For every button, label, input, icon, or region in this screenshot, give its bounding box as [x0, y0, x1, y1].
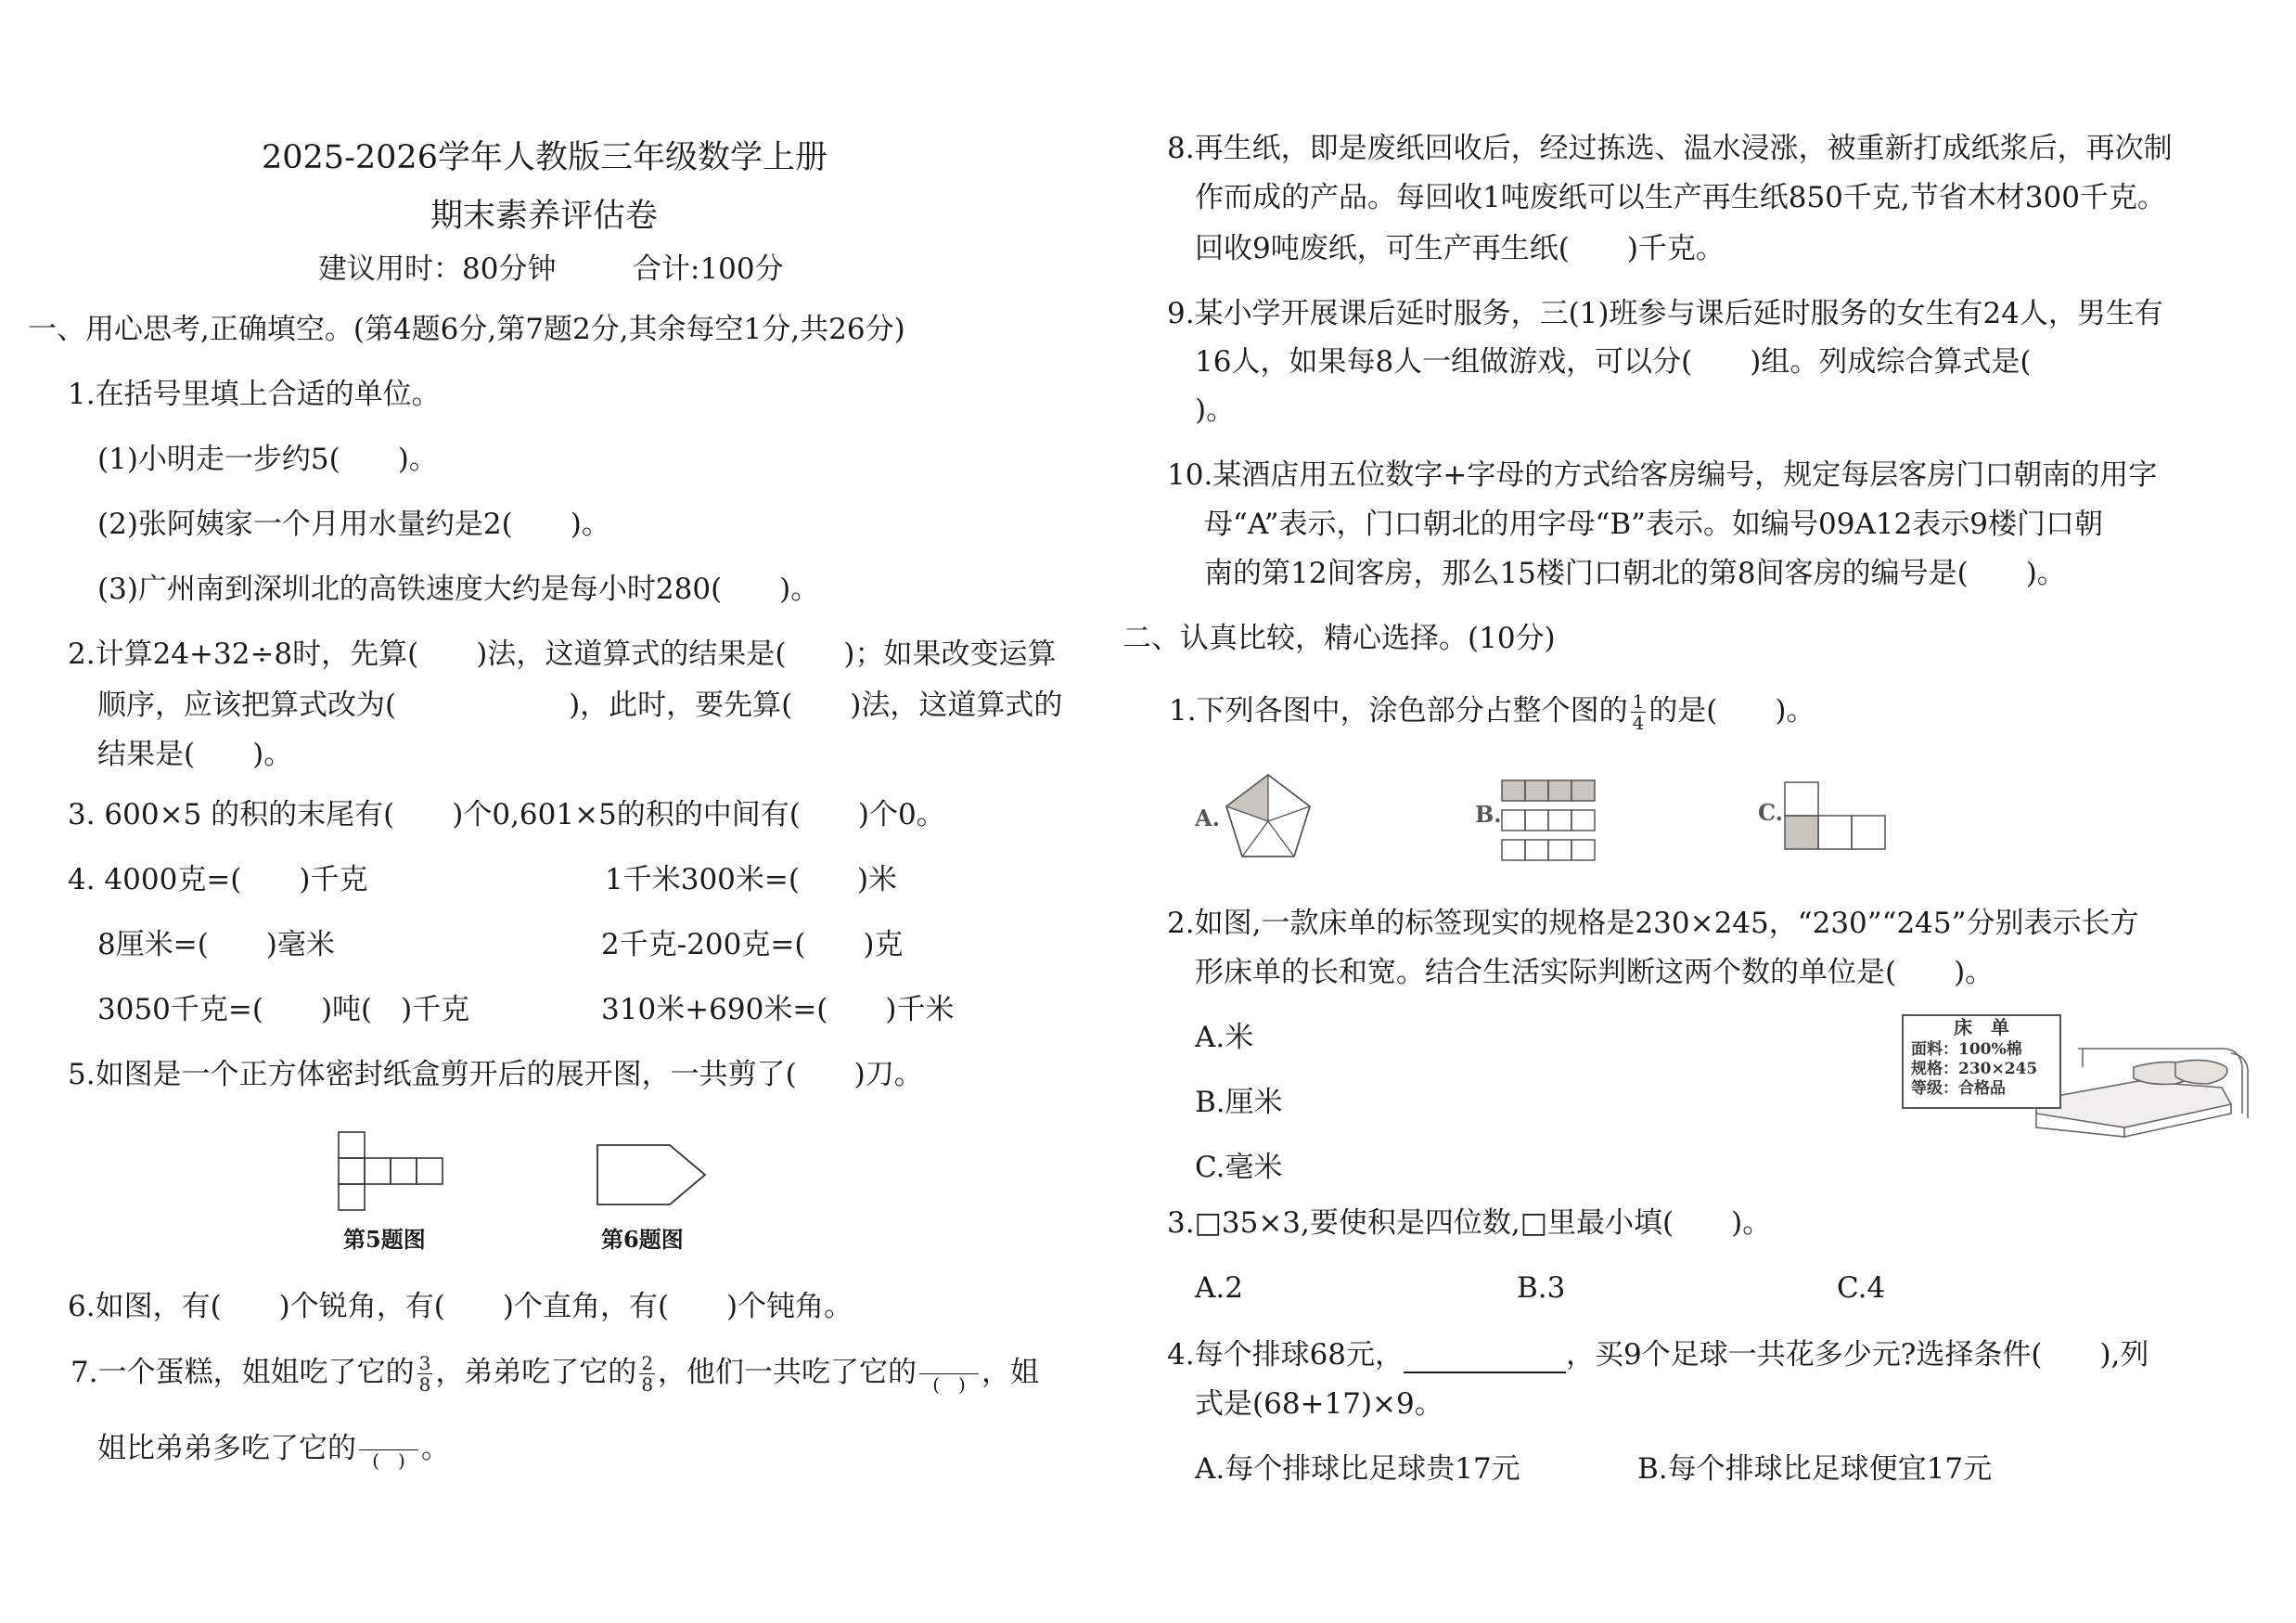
- s2-q1-stem: [1169, 691, 1815, 733]
- q9-line1: 9.某小学开展课后延时服务，三(1)班参与课后延时服务的女生有24人，男生有: [1167, 297, 2163, 330]
- q9-line2: 16人，如果每8人一组做游戏，可以分( )组。列成综合算式是(: [1195, 345, 2032, 379]
- s2-q2-option-a: A.米: [1195, 1021, 1254, 1054]
- grid-figure: [1501, 779, 1596, 863]
- s2-q4-line1: [1167, 1336, 2148, 1373]
- q8-line2: 作而成的产品。每回收1吨废纸可以生产再生纸850千克,节省木材300千克。: [1195, 181, 2166, 214]
- q1-c: (3)广州南到深圳北的高铁速度大约是每小时280( )。: [97, 573, 820, 606]
- q7-line1: [71, 1353, 1039, 1395]
- q7-line2-text: 姐比弟弟多吃了它的: [97, 1432, 356, 1465]
- s2-q1-option-a-label: A.: [1195, 805, 1220, 831]
- section1-heading: 一、用心思考,正确填空。(第4题6分,第7题2分,其余每空1分,共26分): [28, 313, 905, 346]
- q4-a: 4. 4000克=( )千克: [68, 863, 368, 896]
- q7-text1: 7.一个蛋糕，姐姐吃了它的: [71, 1356, 415, 1389]
- s2-q3-option-c: C.4: [1837, 1271, 1886, 1305]
- s2-q3-option-b: B.3: [1517, 1271, 1566, 1305]
- s2-q3-stem: 3.□35×3,要使积是四位数,□里最小填( )。: [1167, 1206, 1772, 1240]
- s2-q3-option-a: A.2: [1195, 1271, 1243, 1305]
- s2-q2-line2: 形床单的长和宽。结合生活实际判断这两个数的单位是( )。: [1195, 956, 1995, 989]
- tag-spec: 规格：230×245: [1911, 1060, 2038, 1078]
- fig5-caption: 第5题图: [343, 1226, 426, 1253]
- fraction-blank-1: ( ): [919, 1353, 979, 1395]
- s2-q1-option-b-label: B.: [1475, 801, 1502, 828]
- exam-subtitle: 期末素养评估卷: [430, 198, 659, 235]
- angle-shape-figure: [596, 1143, 712, 1210]
- pentagon-figure: [1225, 773, 1313, 861]
- q1-a: (1)小明走一步约5( )。: [97, 443, 438, 476]
- tag-fabric: 面料：100%棉: [1911, 1040, 2022, 1059]
- time-label: 建议用时：80分钟: [318, 252, 557, 286]
- q3: 3. 600×5 的积的末尾有( )个0,601×5的积的中间有( )个0。: [68, 798, 945, 831]
- fraction-two-eighths: $\frac{2}{8}$: [641, 1352, 654, 1396]
- q2-line1: 2.计算24+32÷8时，先算( )法，这道算式的结果是( )；如果改变运算: [68, 638, 1057, 671]
- q4-f: 310米+690米=( )千米: [601, 993, 955, 1026]
- q8-line1: 8.再生纸，即是废纸回收后，经过拣选、温水浸涨，被重新打成纸浆后，再次制: [1167, 132, 2173, 165]
- q10-line3: 南的第12间客房，那么15楼门口朝北的第8间客房的编号是( )。: [1204, 557, 2066, 590]
- fraction-three-eighths: $\frac{3}{8}$: [418, 1352, 431, 1396]
- q10-line1: 10.某酒店用五位数字+字母的方式给客房编号，规定每层客房门口朝南的用字: [1167, 458, 2158, 492]
- q1-b: (2)张阿姨家一个月用水量约是2( )。: [97, 508, 610, 541]
- fraction-blank-2: ( ): [359, 1429, 418, 1471]
- q2-line3: 结果是( )。: [97, 738, 293, 771]
- q2-line2: 顺序，应该把算式改为( )，此时，要先算( )法，这道算式的: [97, 689, 1063, 722]
- s2-q4-text1: 4.每个排球68元，: [1167, 1338, 1405, 1372]
- tag-title: 床 单: [1954, 1016, 2009, 1038]
- q5: 5.如图是一个正方体密封纸盒剪开后的展开图，一共剪了( )刀。: [68, 1058, 923, 1091]
- bedsheet-tag: [1902, 1014, 2061, 1109]
- q7-end: 。: [421, 1432, 450, 1465]
- s2-q1-text2: 的是( )。: [1648, 694, 1815, 728]
- q9-line3: )。: [1195, 393, 1236, 427]
- q7-line2: [97, 1429, 450, 1471]
- q1-stem: 1.在括号里填上合适的单位。: [68, 378, 441, 411]
- q4-d: 2千克-200克=( )克: [601, 928, 904, 961]
- cube-net-figure: [337, 1130, 448, 1223]
- s2-q4-line2: 式是(68+17)×9。: [1195, 1387, 1443, 1421]
- q4-c: 8厘米=( )毫米: [97, 928, 335, 961]
- s2-q1-option-c-label: C.: [1758, 799, 1784, 826]
- q6: 6.如图，有( )个锐角，有( )个直角，有( )个钝角。: [68, 1290, 853, 1323]
- q7-text2: ，弟弟吃了它的: [435, 1356, 637, 1389]
- q7-text4: ，姐: [981, 1356, 1040, 1389]
- fill-in-blank[interactable]: [1404, 1346, 1566, 1373]
- l-shape-figure: [1784, 779, 1891, 854]
- tag-grade: 等级：合格品: [1911, 1079, 2006, 1098]
- s2-q4-text2: ，买9个足球一共花多少元?选择条件( ),列: [1566, 1338, 2149, 1372]
- q4-b: 1千米300米=( )米: [605, 863, 898, 896]
- score-label: 合计:100分: [633, 252, 784, 286]
- exam-title: 2025-2026学年人教版三年级数学上册: [262, 139, 827, 176]
- s2-q2-option-b: B.厘米: [1195, 1086, 1283, 1119]
- s2-q4-option-b: B.每个排球比足球便宜17元: [1637, 1452, 1993, 1486]
- fraction-one-quarter: $\frac{1}{4}$: [1632, 690, 1645, 734]
- s2-q2-line1: 2.如图,一款床单的标签现实的规格是230×245，“230”“245”分别表示长方: [1167, 907, 2139, 940]
- q7-text3: ，他们一共吃了它的: [658, 1356, 917, 1389]
- q10-line2: 母“A”表示，门口朝北的用字母“B”表示。如编号09A12表示9楼门口朝: [1204, 508, 2104, 541]
- s2-q4-option-a: A.每个排球比足球贵17元: [1195, 1452, 1520, 1486]
- s2-q2-option-c: C.毫米: [1195, 1151, 1283, 1184]
- q8-line3: 回收9吨废纸，可生产再生纸( )千克。: [1195, 232, 1725, 265]
- q4-e: 3050千克=( )吨( )千克: [97, 993, 470, 1026]
- section2-heading: 二、认真比较，精心选择。(10分): [1122, 622, 1556, 655]
- s2-q1-text1: 1.下列各图中，涂色部分占整个图的: [1169, 694, 1628, 728]
- fig6-caption: 第6题图: [601, 1226, 684, 1253]
